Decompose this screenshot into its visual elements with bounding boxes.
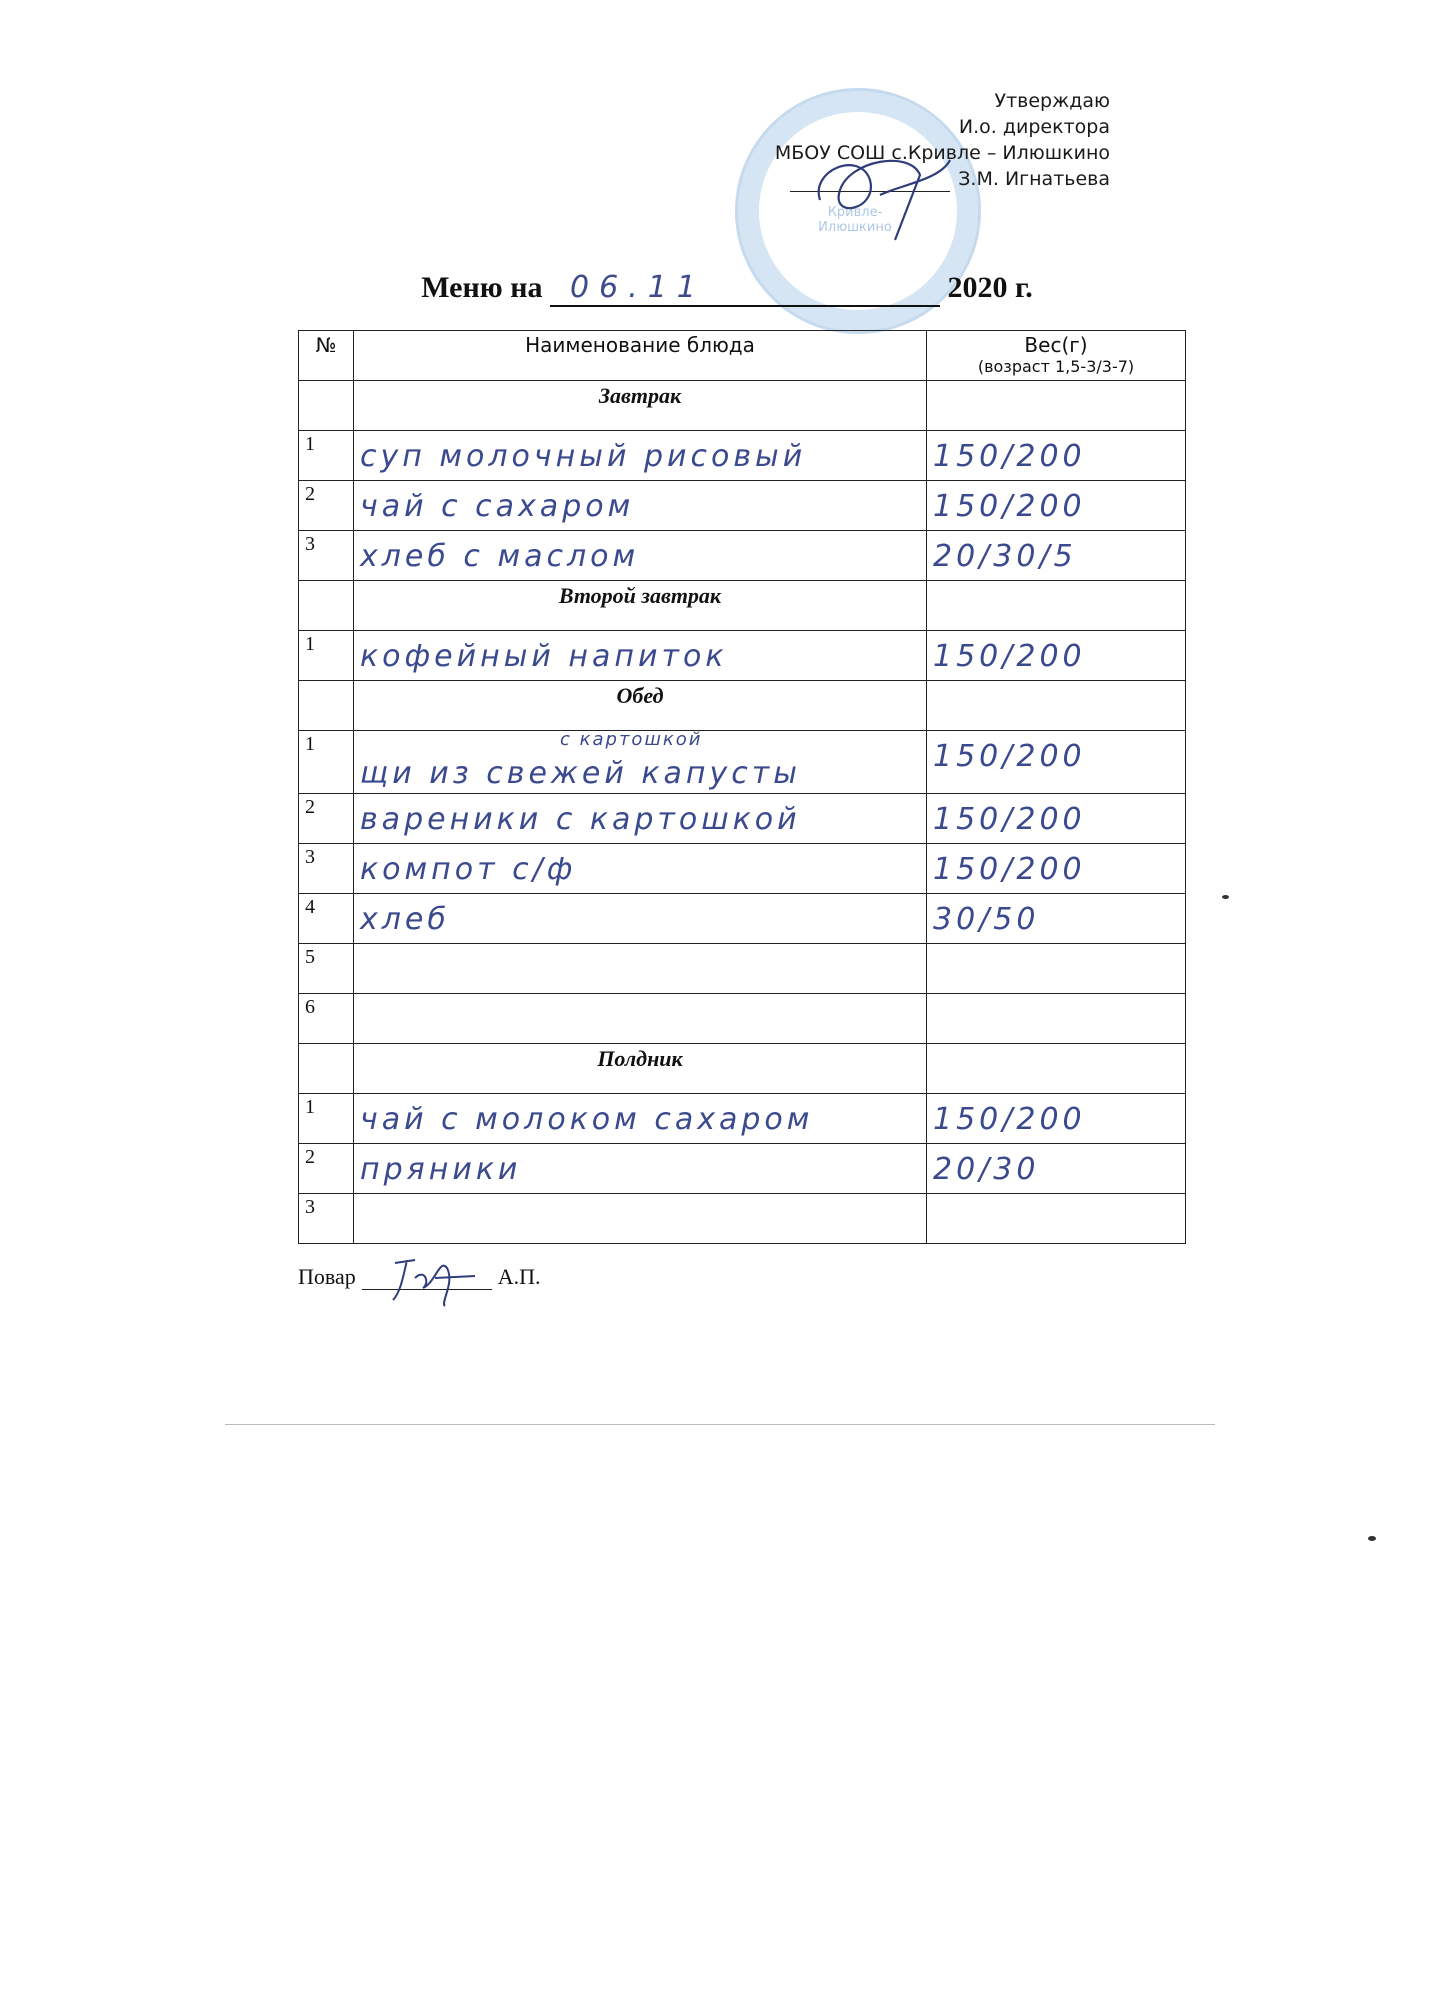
section-name: Обед [354, 681, 927, 731]
row-number: 1 [299, 631, 354, 681]
section-weight-cell [927, 381, 1186, 431]
dish-cell [354, 894, 927, 944]
dish-name: хлеб [360, 902, 450, 937]
dish-cell [354, 1194, 927, 1244]
dish-name: хлеб с маслом [360, 539, 640, 574]
director-signature [800, 140, 960, 250]
section-row [299, 381, 1186, 431]
weight-cell [927, 1194, 1186, 1244]
dish-name: пряники [360, 1152, 522, 1187]
dish-name: чай с сахаром [360, 489, 635, 524]
dish-weight: 150/200 [933, 489, 1086, 524]
table-row [299, 1094, 1186, 1144]
dish-cell [354, 944, 927, 994]
row-number: 3 [299, 1194, 354, 1244]
weight-cell [927, 794, 1186, 844]
director-name: З.М. Игнатьева [958, 168, 1110, 190]
row-number: 2 [299, 481, 354, 531]
table-row [299, 631, 1186, 681]
weight-cell [927, 431, 1186, 481]
menu-date: 06.11 [550, 270, 940, 307]
table-row [299, 531, 1186, 581]
cook-label: Повар [298, 1264, 356, 1289]
row-number: 1 [299, 731, 354, 794]
dish-name: чай с молоком сахаром [360, 1102, 814, 1137]
section-num-cell [299, 1044, 354, 1094]
cook-signature [385, 1248, 485, 1308]
menu-title [0, 270, 1454, 307]
dish-cell [354, 431, 927, 481]
menu-table [298, 330, 1186, 1244]
dish-cell [354, 1094, 927, 1144]
dish-weight: 150/200 [933, 739, 1086, 774]
dish-weight: 150/200 [933, 1102, 1086, 1137]
header-num: № [299, 331, 354, 381]
dish-cell [354, 731, 927, 794]
header-weight [927, 331, 1186, 381]
section-num-cell [299, 681, 354, 731]
dish-cell [354, 844, 927, 894]
approval-line-2: И.о. директора [958, 116, 1110, 138]
section-name: Завтрак [354, 381, 927, 431]
section-weight-cell [927, 581, 1186, 631]
section-row [299, 581, 1186, 631]
menu-body [299, 381, 1186, 1244]
row-number: 1 [299, 1094, 354, 1144]
approval-line-3: МБОУ СОШ с.Кривле – Илюшкино [774, 142, 1110, 164]
dish-name: вареники с картошкой [360, 802, 801, 837]
page-rule [225, 1424, 1215, 1425]
table-row [299, 731, 1186, 794]
section-weight-cell [927, 1044, 1186, 1094]
header-weight-age: (возраст 1,5-3/3-7) [977, 357, 1135, 376]
section-name: Полдник [354, 1044, 927, 1094]
section-num-cell [299, 581, 354, 631]
scan-speck [1368, 1536, 1376, 1541]
table-row [299, 1144, 1186, 1194]
dish-name: щи из свежей капусты [360, 756, 801, 791]
dish-weight: 20/30/5 [933, 539, 1077, 574]
dish-weight: 150/200 [933, 852, 1086, 887]
dish-weight: 150/200 [933, 639, 1086, 674]
dish-weight: 30/50 [933, 902, 1040, 937]
title-prefix: Меню на [421, 271, 543, 304]
weight-cell [927, 844, 1186, 894]
section-name: Второй завтрак [354, 581, 927, 631]
table-row [299, 844, 1186, 894]
dish-cell [354, 794, 927, 844]
dish-cell [354, 1144, 927, 1194]
header-dish-name: Наименование блюда [354, 331, 927, 381]
section-weight-cell [927, 681, 1186, 731]
weight-cell [927, 481, 1186, 531]
dish-cell [354, 531, 927, 581]
weight-cell [927, 1144, 1186, 1194]
weight-cell [927, 894, 1186, 944]
table-row [299, 894, 1186, 944]
approval-line-1: Утверждаю [994, 90, 1110, 112]
header-weight-label: Вес(г) [1024, 333, 1088, 357]
table-row [299, 944, 1186, 994]
dish-weight: 20/30 [933, 1152, 1040, 1187]
dish-name: кофейный напиток [360, 639, 728, 674]
scan-speck [1222, 895, 1229, 899]
weight-cell [927, 994, 1186, 1044]
table-row [299, 794, 1186, 844]
table-header-row [299, 331, 1186, 381]
dish-cell [354, 481, 927, 531]
section-row [299, 681, 1186, 731]
dish-weight: 150/200 [933, 802, 1086, 837]
title-suffix: 2020 г. [947, 271, 1033, 304]
row-number: 3 [299, 531, 354, 581]
weight-cell [927, 1094, 1186, 1144]
section-row [299, 1044, 1186, 1094]
dish-note: с картошкой [560, 729, 703, 750]
row-number: 5 [299, 944, 354, 994]
dish-weight: 150/200 [933, 439, 1086, 474]
weight-cell [927, 531, 1186, 581]
dish-cell [354, 631, 927, 681]
stamp-text: Кривле- Илюшкино [818, 205, 892, 235]
dish-name: суп молочный рисовый [360, 439, 807, 474]
row-number: 6 [299, 994, 354, 1044]
table-row [299, 1194, 1186, 1244]
dish-cell [354, 994, 927, 1044]
table-row [299, 431, 1186, 481]
dish-name: компот с/ф [360, 852, 577, 887]
row-number: 1 [299, 431, 354, 481]
weight-cell [927, 631, 1186, 681]
cook-initials: А.П. [497, 1264, 541, 1289]
row-number: 2 [299, 1144, 354, 1194]
weight-cell [927, 731, 1186, 794]
row-number: 3 [299, 844, 354, 894]
row-number: 2 [299, 794, 354, 844]
table-row [299, 994, 1186, 1044]
weight-cell [927, 944, 1186, 994]
row-number: 4 [299, 894, 354, 944]
section-num-cell [299, 381, 354, 431]
table-row [299, 481, 1186, 531]
